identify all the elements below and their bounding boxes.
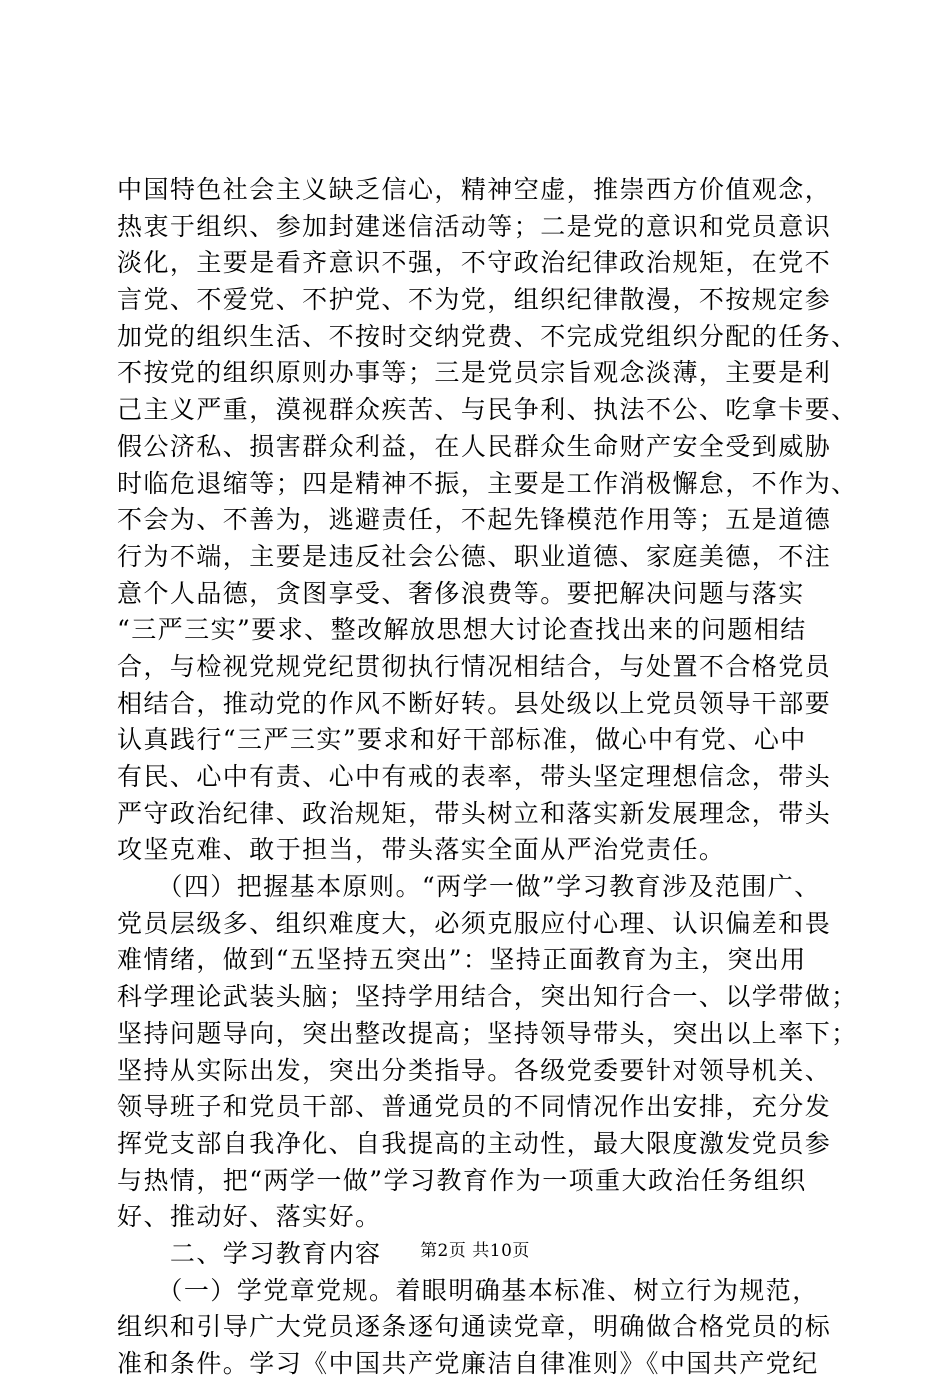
text-line: 好、推动好、落实好。	[117, 1202, 382, 1232]
text-line: 合，与检视党规党纪贯彻执行情况相结合，与处置不合格党员	[117, 651, 832, 681]
section-heading: 二、学习教育内容	[117, 1238, 382, 1268]
text-line: 挥党支部自我净化、自我提高的主动性，最大限度激发党员参	[117, 1128, 832, 1158]
text-line: 坚持问题导向，突出整改提高；坚持领导带头，突出以上率下；	[117, 1018, 858, 1048]
page-number-footer: 第2页 共10页	[420, 1241, 530, 1261]
text-line: “三严三实”要求、整改解放思想大讨论查找出来的问题相结	[117, 615, 807, 645]
text-line: 与热情，把“两学一做”学习教育作为一项重大政治任务组织	[117, 1165, 807, 1195]
text-line: 组织和引导广大党员逐条逐句通读党章，明确做合格党员的标	[117, 1312, 832, 1342]
text-line: 热衷于组织、参加封建迷信活动等；二是党的意识和党员意识	[117, 211, 832, 241]
text-line: 加党的组织生活、不按时交纳党费、不完成党组织分配的任务、	[117, 321, 858, 351]
subsection-heading-line: （一）学党章党规。着眼明确基本标准、树立行为规范，	[117, 1275, 819, 1305]
text-line: 淡化，主要是看齐意识不强，不守政治纪律政治规矩，在党不	[117, 248, 832, 278]
text-line: 坚持从实际出发，突出分类指导。各级党委要针对领导机关、	[117, 1055, 832, 1085]
text-line: 严守政治纪律、政治规矩，带头树立和落实新发展理念，带头	[117, 798, 832, 828]
text-line: 不会为、不善为，逃避责任，不起先锋模范作用等；五是道德	[117, 505, 832, 535]
text-line: 己主义严重，漠视群众疾苦、与民争利、执法不公、吃拿卡要、	[117, 395, 858, 425]
text-line: 假公济私、损害群众利益，在人民群众生命财产安全受到威胁	[117, 431, 832, 461]
document-body	[117, 172, 858, 1383]
text-line: 不按党的组织原则办事等；三是党员宗旨观念淡薄，主要是利	[117, 358, 832, 388]
text-line: 准和条件。学习《中国共产党廉洁自律准则》《中国共产党纪	[117, 1349, 819, 1378]
text-line: 言党、不爱党、不护党、不为党，组织纪律散漫，不按规定参	[117, 285, 832, 315]
text-line: 攻坚克难、敢于担当，带头落实全面从严治党责任。	[117, 835, 726, 865]
text-line: 意个人品德，贪图享受、奢侈浪费等。要把解决问题与落实	[117, 578, 805, 608]
section-principles-line: （四）把握基本原则。“两学一做”学习教育涉及范围广、	[117, 872, 821, 902]
text-line: 领导班子和党员干部、普通党员的不同情况作出安排，充分发	[117, 1092, 832, 1122]
text-line: 难情绪，做到“五坚持五突出”：坚持正面教育为主，突出用	[117, 945, 807, 975]
text-line: 认真践行“三严三实”要求和好干部标准，做心中有党、心中	[117, 725, 807, 755]
text-line: 科学理论武装头脑；坚持学用结合，突出知行合一、以学带做；	[117, 982, 858, 1012]
text-line: 行为不端，主要是违反社会公德、职业道德、家庭美德，不注	[117, 541, 832, 571]
text-line: 时临危退缩等；四是精神不振，主要是工作消极懈怠，不作为、	[117, 468, 858, 498]
text-line: 相结合，推动党的作风不断好转。县处级以上党员领导干部要	[117, 688, 832, 718]
text-line: 中国特色社会主义缺乏信心，精神空虚，推崇西方价值观念，	[117, 175, 832, 204]
text-line: 有民、心中有责、心中有戒的表率，带头坚定理想信念，带头	[117, 762, 832, 791]
text-line: 党员层级多、组织难度大，必须克服应付心理、认识偏差和畏	[117, 908, 832, 938]
